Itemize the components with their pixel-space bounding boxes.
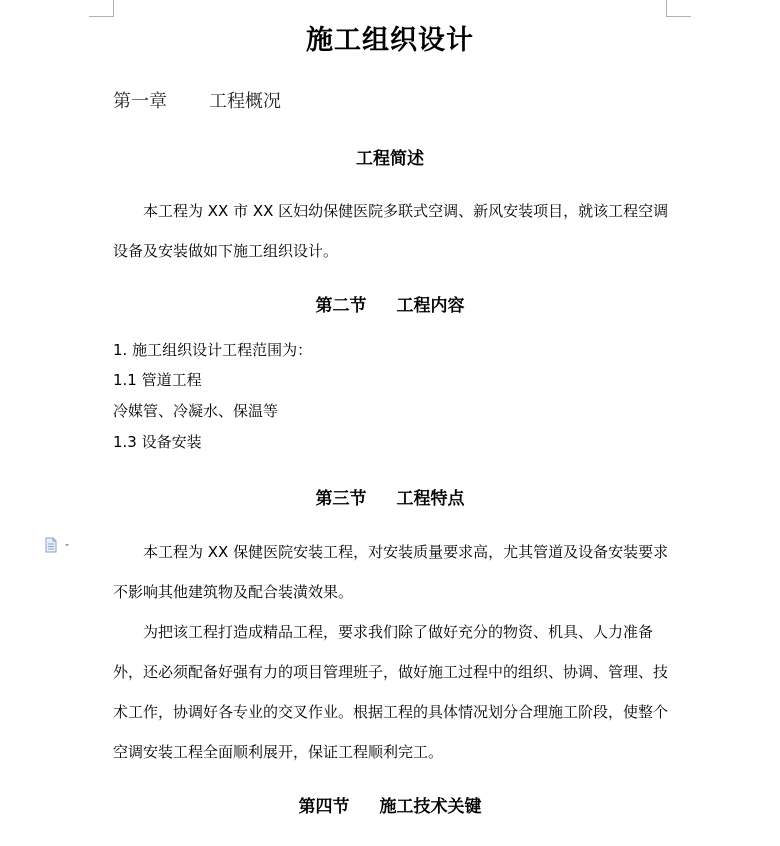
section-heading-overview: 工程简述 [356,149,424,169]
chapter-number: 第一章 [113,91,167,112]
section-number: 第四节 [298,797,350,817]
document-options-icon[interactable] [44,537,72,553]
section-heading-key-techniques [0,792,780,817]
section-title: 工程内容 [396,296,465,316]
content-line: 冷媒管、冷凝水、保温等 [113,402,279,420]
section-number: 第二节 [315,296,367,316]
section-heading-content [0,291,780,316]
section-paragraph: 为把该工程打造成精品工程，要求我们除了做好充分的物资、机具、人力准备外，还必须配备好强有力的项目管理班子，做好施工过程中的组织、协调、管理、技术工作，协调好各专业的交叉作业。根据工程的具体情况划分合理施工阶段，使整个空调安装工程全面顺利展开，保证工程顺利完工。 [113,623,669,761]
chapter-heading [113,87,281,113]
section-paragraph: 本工程为 XX 保健医院安装工程，对安装质量要求高，尤其管道及设备安装要求不影响其他建筑物及配合装潢效果。 [113,543,669,601]
page-corner-mark-right [666,0,691,17]
content-line: 1.1 管道工程 [113,371,202,389]
content-line: 1.3 设备安装 [113,433,202,451]
section-number: 第三节 [315,489,367,509]
document-title: 施工组织设计 [306,25,474,56]
content-line: 1. 施工组织设计工程范围为： [113,341,313,359]
section-paragraph: 本工程为 XX 市 XX 区妇幼保健医院多联式空调、新风安装项目，就该工程空调设备及安装做如下施工组织设计。 [113,202,669,260]
section-title: 施工技术关键 [379,797,482,817]
chapter-title: 工程概况 [209,91,281,112]
page-corner-mark-left [89,0,114,17]
section-heading-features [0,484,780,509]
section-title: 工程特点 [396,489,465,509]
